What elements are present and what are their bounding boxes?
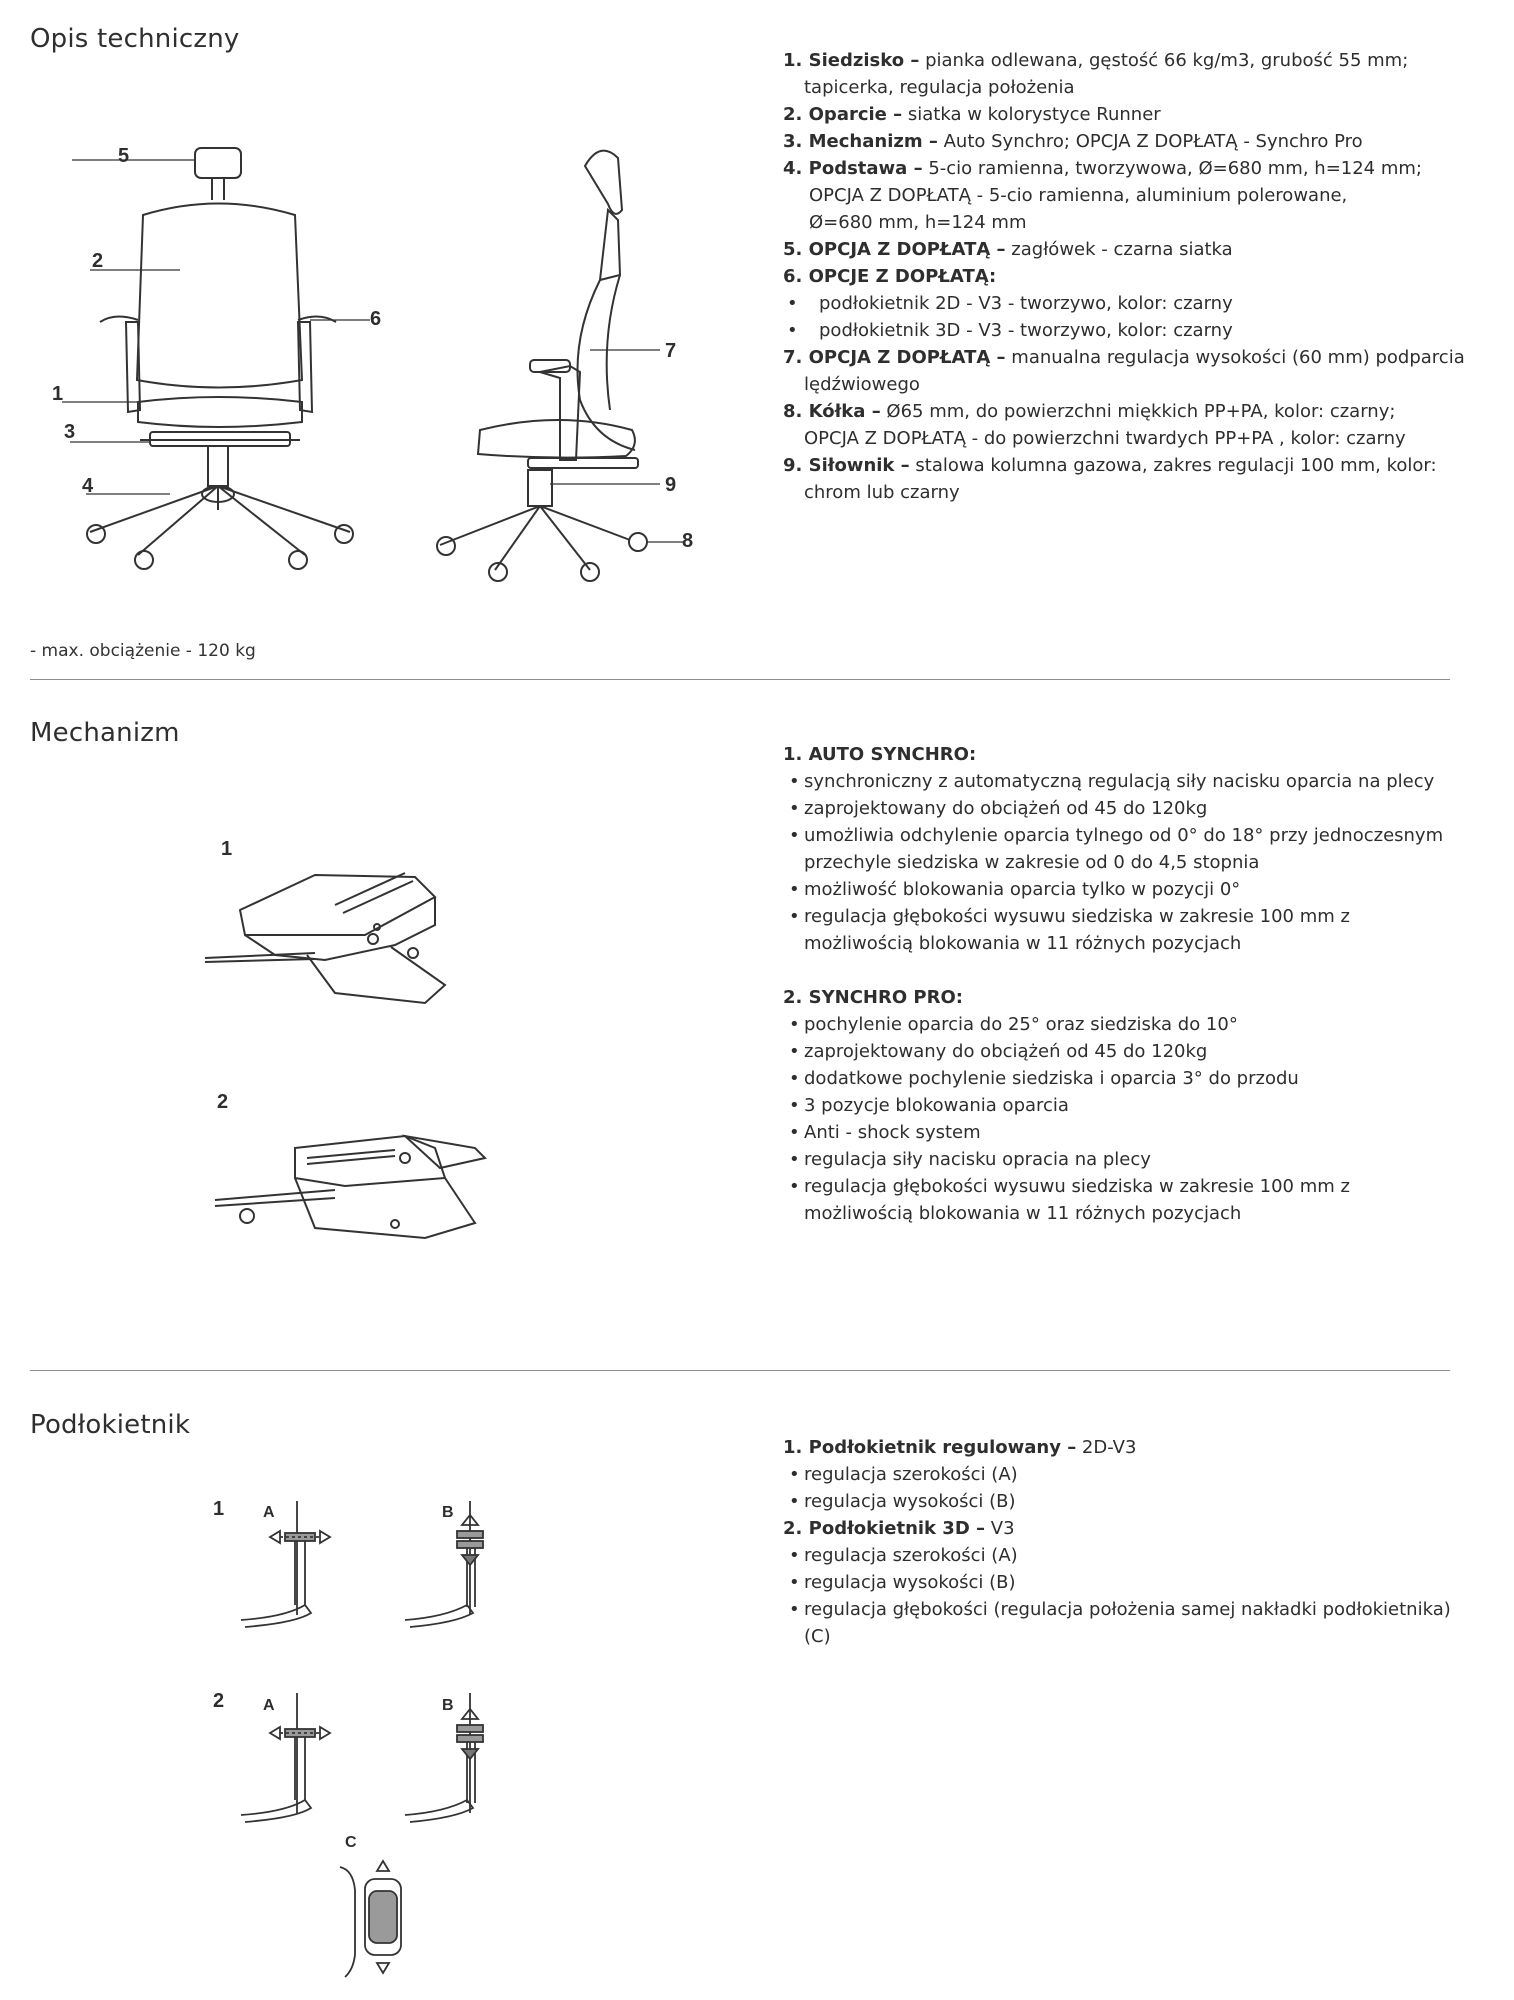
chair-front-drawing [40, 130, 382, 590]
armrest-feature-cont: (C) [804, 1626, 831, 1647]
mech-label-1: 1 [221, 838, 233, 860]
armrest-list [783, 1434, 1451, 1650]
synchro-pro-title: 2. SYNCHRO PRO: [783, 987, 963, 1008]
pro-item: • regulacja głębokości wysuwu siedziska w zakresie 100 mm z [783, 1173, 1443, 1200]
armrest-label-1: 1 [213, 1498, 225, 1520]
spec-item-1: 1. Siedzisko – pianka odlewana, gęstość 66 kg/m3, grubość 55 mm; [783, 50, 1409, 71]
divider-2 [30, 1370, 1450, 1371]
pro-item: • zaprojektowany do obciążeń od 45 do 120kg [783, 1038, 1443, 1065]
armrest-feature: • regulacja wysokości (B) [783, 1488, 1451, 1515]
armrest-item-1: 1. Podłokietnik regulowany – 2D-V3 [783, 1437, 1137, 1458]
callout-6: 6 [370, 308, 382, 330]
callout-3: 3 [64, 421, 76, 443]
armrest-label-2c: C [345, 1834, 357, 1851]
auto-item: • synchroniczny z automatyczną regulacją siły nacisku oparcia na plecy [783, 768, 1443, 795]
armrest-label-1a: A [263, 1504, 275, 1521]
callout-4: 4 [82, 475, 94, 497]
spec-item-5: 5. OPCJA Z DOPŁATĄ – zagłówek - czarna siatka [783, 239, 1233, 260]
armrest-feature: • regulacja głębokości (regulacja położenia samej nakładki podłokietnika) [783, 1596, 1451, 1623]
spec-item-1-cont: tapicerka, regulacja położenia [804, 77, 1075, 98]
divider-1 [30, 679, 1450, 680]
armrest-feature: • regulacja szerokości (A) [783, 1542, 1451, 1569]
auto-item: • zaprojektowany do obciążeń od 45 do 120kg [783, 795, 1443, 822]
armrest-label-1b: B [442, 1504, 454, 1521]
mechanism-auto-synchro-drawing [195, 835, 515, 1015]
pro-item: • dodatkowe pochylenie siedziska i oparcia 3° do przodu [783, 1065, 1443, 1092]
callout-8: 8 [682, 530, 694, 552]
pro-item: • Anti - shock system [783, 1119, 1443, 1146]
armrest-label-2b: B [442, 1697, 454, 1714]
spec-list [783, 47, 1465, 506]
auto-item-cont: przechyle siedziska w zakresie od 0 do 4,5 stopnia [804, 852, 1260, 873]
spec-item-2: 2. Oparcie – siatka w kolorystyce Runner [783, 104, 1161, 125]
armrest-feature: • regulacja szerokości (A) [783, 1461, 1451, 1488]
spec-item-4-cont2: Ø=680 mm, h=124 mm [809, 212, 1027, 233]
chair-side-drawing [420, 140, 710, 600]
max-load-note: - max. obciążenie - 120 kg [30, 641, 256, 661]
mech-label-2: 2 [217, 1091, 229, 1113]
auto-item: • umożliwia odchylenie oparcia tylnego od 0° do 18° przy jednoczesnym [783, 822, 1443, 849]
spec-bullet-armrest-3d: • podłokietnik 3D - V3 - tworzywo, kolor: czarny [783, 317, 1465, 344]
spec-item-6: 6. OPCJE Z DOPŁATĄ: [783, 266, 997, 287]
pro-item: • regulacja siły nacisku opracia na plecy [783, 1146, 1443, 1173]
section-title-opis: Opis techniczny [30, 24, 240, 54]
spec-item-7: 7. OPCJA Z DOPŁATĄ – manualna regulacja wysokości (60 mm) podparcia [783, 347, 1465, 368]
armrest-diagrams [205, 1495, 525, 1975]
section-title-podlokietnik: Podłokietnik [30, 1410, 191, 1440]
mechanism-synchro-pro-drawing [195, 1088, 515, 1268]
callout-9: 9 [665, 474, 677, 496]
spec-item-9-cont: chrom lub czarny [804, 482, 960, 503]
pro-item: • 3 pozycje blokowania oparcia [783, 1092, 1443, 1119]
auto-item-cont: możliwością blokowania w 11 różnych pozycjach [804, 933, 1242, 954]
armrest-label-2: 2 [213, 1690, 225, 1712]
callout-5: 5 [118, 145, 130, 167]
spec-item-8-cont: OPCJA Z DOPŁATĄ - do powierzchni twardych PP+PA , kolor: czarny [804, 428, 1406, 449]
mechanism-list [783, 741, 1443, 1227]
auto-item: • możliwość blokowania oparcia tylko w pozycji 0° [783, 876, 1443, 903]
armrest-label-2a: A [263, 1697, 275, 1714]
spec-item-4-cont: OPCJA Z DOPŁATĄ - 5-cio ramienna, aluminium polerowane, [809, 185, 1348, 206]
spec-item-8: 8. Kółka – Ø65 mm, do powierzchni miękkich PP+PA, kolor: czarny; [783, 401, 1396, 422]
spec-item-9: 9. Siłownik – stalowa kolumna gazowa, zakres regulacji 100 mm, kolor: [783, 455, 1437, 476]
armrest-item-2: 2. Podłokietnik 3D – V3 [783, 1518, 1015, 1539]
spec-item-7-cont: lędźwiowego [804, 374, 920, 395]
section-title-mechanizm: Mechanizm [30, 718, 180, 748]
callout-2: 2 [92, 250, 104, 272]
spec-item-4: 4. Podstawa – 5-cio ramienna, tworzywowa, Ø=680 mm, h=124 mm; [783, 158, 1422, 179]
callout-1: 1 [52, 383, 64, 405]
spec-bullet-armrest-2d: • podłokietnik 2D - V3 - tworzywo, kolor: czarny [783, 290, 1465, 317]
pro-item: • pochylenie oparcia do 25° oraz siedziska do 10° [783, 1011, 1443, 1038]
auto-synchro-title: 1. AUTO SYNCHRO: [783, 744, 977, 765]
auto-item: • regulacja głębokości wysuwu siedziska w zakresie 100 mm z [783, 903, 1443, 930]
armrest-feature: • regulacja wysokości (B) [783, 1569, 1451, 1596]
callout-7: 7 [665, 340, 677, 362]
spec-item-3: 3. Mechanizm – Auto Synchro; OPCJA Z DOPŁATĄ - Synchro Pro [783, 131, 1363, 152]
pro-item-cont: możliwością blokowania w 11 różnych pozycjach [804, 1203, 1242, 1224]
